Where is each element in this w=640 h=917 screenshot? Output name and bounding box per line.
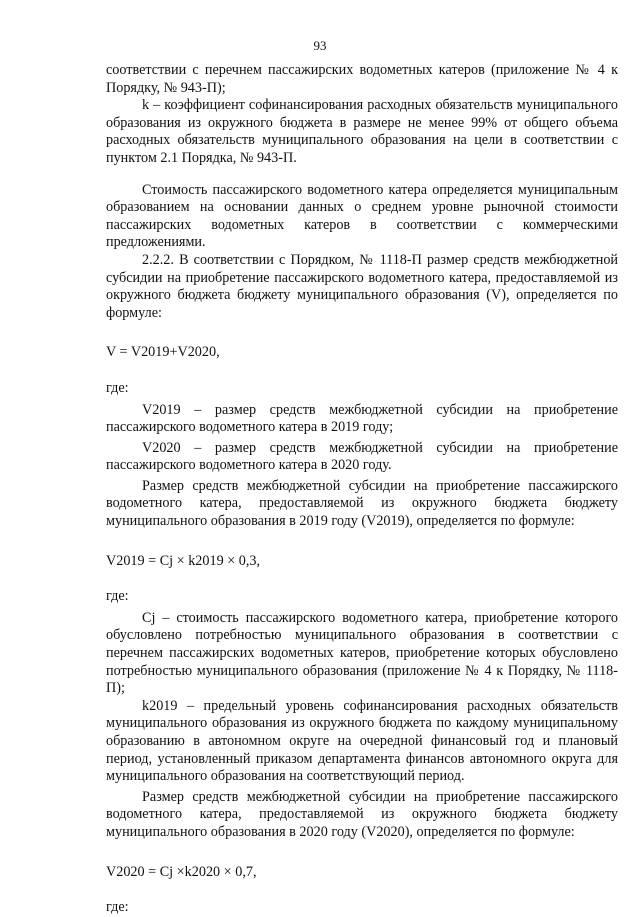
paragraph-cost-determination: Стоимость пассажирского водометного катера определяется муниципальным образованием на основании данных о среднем уровне рыночной стоимости пассажирских водометных катеров в соответствии с коммерческими предложениями. xyxy=(106,181,618,251)
document-body xyxy=(106,62,618,917)
where-label: где: xyxy=(106,899,129,916)
paragraph-v2020-intro: Размер средств межбюджетной субсидии на приобретение пассажирского водометного катера, предоставляемой из окружного бюджета бюджету муниципального образования в 2020 году (V2020), определяется по формуле: xyxy=(106,788,618,840)
paragraph-k2019-definition: k2019 – предельный уровень софинансирования расходных обязательств муниципального образования из окружного бюджета по каждому муниципальному образованию в автономном округе на очередной финансовый год и плановый период, установленный приказом департамента финансов автономного округа для муниципального образования на соответствующий период. xyxy=(106,697,618,785)
where-label: где: xyxy=(106,588,129,605)
page-number: 93 xyxy=(313,38,327,53)
paragraph-v2019-definition: V2019 – размер средств межбюджетной субсидии на приобретение пассажирского водометного катера в 2019 году; xyxy=(106,401,618,436)
paragraph-2-2-2: 2.2.2. В соответствии с Порядком, № 1118-П размер средств межбюджетной субсидии на приобретение пассажирского водометного катера, предоставляемой из окружного бюджета бюджету муниципального образования (V), определяется по формуле: xyxy=(106,251,618,321)
formula-v-total: V = V2019+V2020, xyxy=(106,344,220,361)
paragraph-k-definition: k – коэффициент софинансирования расходных обязательств муниципального образования из окружного бюджета в размере не менее 99% от общего объема расходных обязательств муниципального образования на цели в соответствии с пунктом 2.1 Порядка, № 943-П. xyxy=(106,97,618,166)
paragraph-cj-definition: Cj – стоимость пассажирского водометного катера, приобретение которого обусловлено потребностью муниципального образования в соответствии с перечнем пассажирских водометных катеров, приобретение которых обусловлено потребностью муниципального образования (приложение № 4 к Порядку, № 1118-П); xyxy=(106,609,618,697)
paragraph-v2020-definition: V2020 – размер средств межбюджетной субсидии на приобретение пассажирского водометного катера в 2020 году. xyxy=(106,439,618,474)
formula-v2019: V2019 = Cj × k2019 × 0,3, xyxy=(106,552,261,569)
where-label: где: xyxy=(106,379,129,396)
paragraph-continuation: соответствии с перечнем пассажирских водометных катеров (приложение № 4 к Порядку, № 943-П); xyxy=(106,62,618,96)
paragraph-v2019-intro: Размер средств межбюджетной субсидии на приобретение пассажирского водометного катера, предоставляемой из окружного бюджета бюджету муниципального образования в 2019 году (V2019), определяется по формуле: xyxy=(106,477,618,530)
formula-v2020: V2020 = Cj ×k2020 × 0,7, xyxy=(106,863,257,880)
